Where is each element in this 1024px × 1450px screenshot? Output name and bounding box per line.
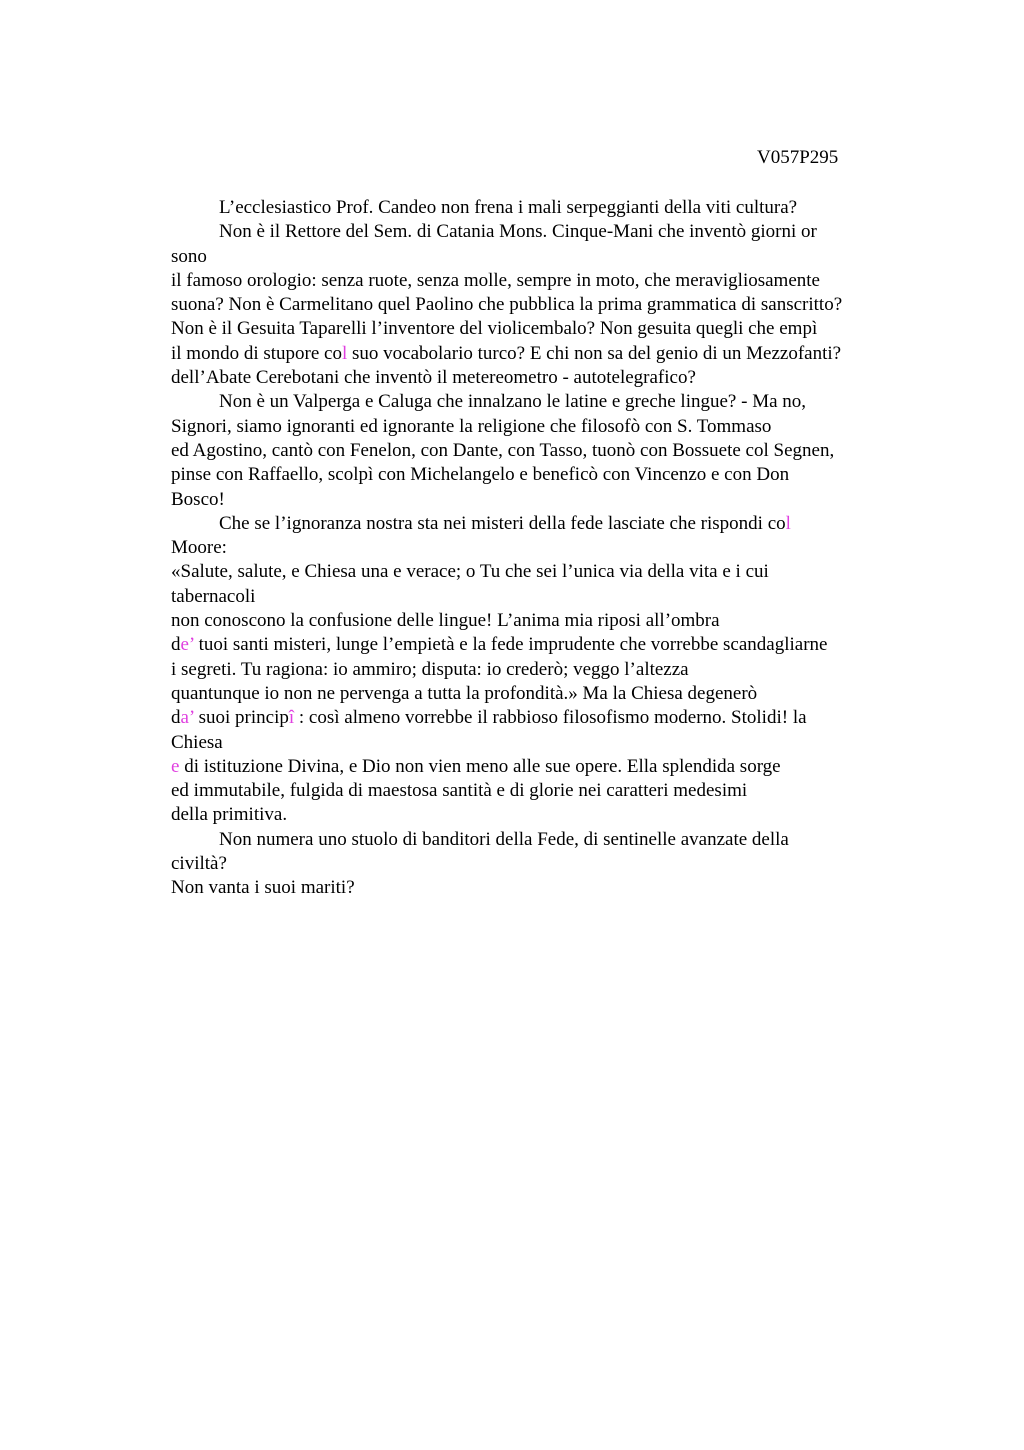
text-line: quantunque io non ne pervenga a tutta la profondità.» Ma la Chiesa degenerò — [171, 682, 758, 704]
text-line: ed immutabile, fulgida di maestosa santità e di glorie nei caratteri medesimi — [171, 780, 748, 802]
text-line: tabernacoli — [171, 585, 256, 607]
text-line: ed Agostino, cantò con Fenelon, con Dante, con Tasso, tuonò con Bossuete col Segnen, — [171, 439, 835, 461]
highlighted-char: a’ — [180, 707, 194, 729]
page-identifier: V057P295 — [757, 147, 839, 168]
text-segment: suoi princip — [193, 707, 289, 729]
text-line: Non numera uno stuolo di banditori della Fede, di sentinelle avanzate della — [219, 828, 789, 850]
text-segment: : così almeno vorrebbe il rabbioso filosofismo moderno. Stolidi! la — [294, 707, 807, 729]
text-line: non conoscono la confusione delle lingue! L’anima mia riposi all’ombra — [171, 610, 720, 632]
text-line: il famoso orologio: senza ruote, senza molle, sempre in moto, che meravigliosamente — [171, 269, 820, 291]
text-line: i segreti. Tu ragiona: io ammiro; disputa: io crederò; veggo l’altezza — [171, 658, 689, 680]
text-segment: d — [171, 707, 181, 729]
text-segment: tuoi santi misteri, lunge l’empietà e la fede imprudente che vorrebbe scandagliarne — [193, 634, 828, 656]
text-line: Chiesa — [171, 731, 223, 753]
text-segment: suo vocabolario turco? E chi non sa del genio di un Mezzofanti? — [347, 342, 842, 364]
text-line — [171, 706, 931, 730]
text-line: pinse con Raffaello, scolpì con Michelangelo e beneficò con Vincenzo e con Don — [171, 464, 790, 486]
text-line: L’ecclesiastico Prof. Candeo non frena i mali serpeggianti della viti cultura? — [219, 197, 798, 218]
text-line: Moore: — [171, 537, 227, 559]
text-segment: il mondo di stupore co — [171, 342, 342, 364]
text-line: sono — [171, 245, 207, 267]
text-line — [171, 633, 931, 657]
text-line — [171, 342, 931, 366]
text-line: Bosco! — [171, 488, 225, 510]
highlighted-char: e’ — [180, 634, 194, 656]
text-segment: Che se l’ignoranza nostra sta nei misteri della fede lasciate che rispondi co — [219, 512, 786, 534]
text-line: suona? Non è Carmelitano quel Paolino che pubblica la prima grammatica di sanscritto? — [171, 294, 843, 316]
document-body — [171, 196, 931, 901]
text-segment: di istituzione Divina, e Dio non vien meno alle sue opere. Ella splendida sorge — [179, 755, 781, 777]
highlighted-char: î — [288, 707, 295, 729]
highlighted-char: e — [171, 755, 180, 777]
text-line: Non vanta i suoi mariti? — [171, 877, 355, 899]
text-line: «Salute, salute, e Chiesa una e verace; o Tu che sei l’unica via della vita e i cui — [171, 561, 769, 583]
text-line: Non è il Gesuita Taparelli l’inventore del violicembalo? Non gesuita quegli che empì — [171, 318, 818, 340]
text-line — [171, 512, 931, 536]
text-line: dell’Abate Cerebotani che inventò il metereometro - autotelegrafico? — [171, 367, 696, 389]
highlighted-char: l — [785, 512, 791, 534]
text-line: Non è il Rettore del Sem. di Catania Mons. Cinque-Mani che inventò giorni or — [219, 221, 817, 243]
text-line: Non è un Valperga e Caluga che innalzano le latine e greche lingue? - Ma no, — [219, 391, 807, 413]
text-line: Signori, siamo ignoranti ed ignorante la religione che filosofò con S. Tommaso — [171, 415, 772, 437]
text-segment: d — [171, 634, 181, 656]
text-line — [171, 755, 931, 779]
text-line: della primitiva. — [171, 804, 288, 826]
highlighted-char: l — [341, 342, 348, 364]
text-line: civiltà? — [171, 853, 227, 875]
